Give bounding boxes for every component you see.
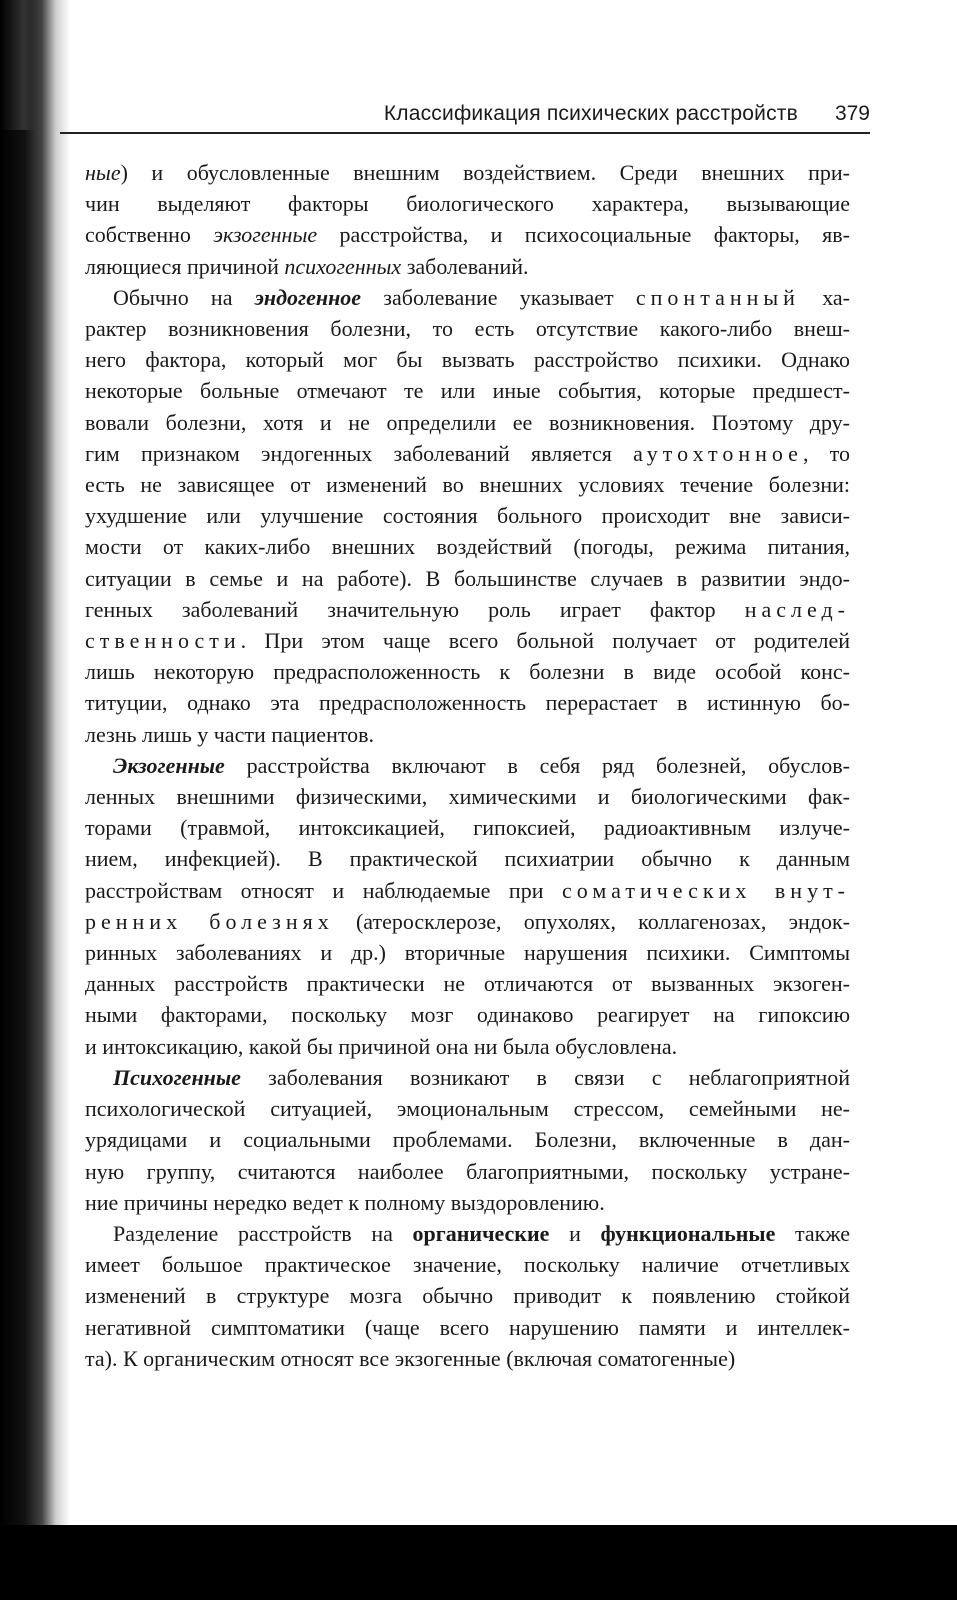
- text-run: Обычно на: [113, 284, 255, 310]
- text-run: данных расстройств практически не отличаются от вызванных экзоген-: [85, 971, 850, 997]
- text-line: [85, 313, 850, 344]
- text-line: [85, 1218, 850, 1249]
- text-line: [85, 687, 850, 718]
- text-run: также: [775, 1220, 851, 1246]
- text-run: лишь некоторую предрасположенность к болезни в виде особой конс-: [85, 659, 850, 685]
- bold-term: органические: [412, 1220, 550, 1246]
- text-line: [85, 1031, 850, 1062]
- text-line: [85, 1312, 850, 1343]
- running-header: [60, 100, 870, 134]
- text-run: ленных внешними физическими, химическими и биологическими фак-: [85, 784, 850, 810]
- text-run: (атеросклерозе, опухолях, коллагенозах, эндок-: [333, 908, 850, 934]
- text-line: [85, 531, 850, 562]
- text-line: [85, 1343, 850, 1374]
- text-run: имеет большое практическое значение, поскольку наличие отчетливых: [85, 1252, 850, 1278]
- text-run: чин выделяют факторы биологического характера, вызывающие: [85, 191, 850, 217]
- text-line: [85, 812, 850, 843]
- text-line: [85, 625, 850, 656]
- text-run: , то: [802, 440, 851, 466]
- text-run: та). К органическим относят все экзогенные (включая соматогенные): [85, 1345, 736, 1371]
- text-run: заболеваний.: [401, 253, 529, 279]
- text-run: есть не зависящее от изменений во внешних условиях течение болезни:: [85, 472, 850, 498]
- text-run: урядицами и социальными проблемами. Болезни, включенные в дан-: [85, 1127, 850, 1153]
- text-run: заболевание указывает: [361, 284, 636, 310]
- text-line: [85, 407, 850, 438]
- text-line: [85, 968, 850, 999]
- text-run: Разделение расстройств на: [113, 1220, 413, 1246]
- text-run: лезнь лишь у части пациентов.: [85, 721, 375, 747]
- text-run: вовали болезни, хотя и не определили ее возникновения. Поэтому дру-: [85, 409, 850, 435]
- text-run: ляющиеся причиной: [85, 253, 285, 279]
- bold-italic-term: эндогенное: [254, 284, 362, 310]
- text-run: некоторые больные отмечают те или иные события, которые предшест-: [85, 378, 850, 404]
- paragraph: [85, 750, 850, 1062]
- text-run: ние причины нередко ведет к полному выздоровлению.: [85, 1189, 605, 1215]
- italic-term: ные: [85, 160, 121, 185]
- text-line: [85, 1156, 850, 1187]
- text-run: нием, инфекцией). В практической психиатрии обычно к данным: [85, 846, 850, 872]
- text-line: [85, 999, 850, 1030]
- text-line: [85, 469, 850, 500]
- text-line: [85, 843, 850, 874]
- book-spine-shadow: [0, 0, 70, 1600]
- text-line: [85, 1093, 850, 1124]
- text-run: расстройства, и психосоциальные факторы, яв-: [317, 222, 850, 248]
- text-line: [85, 188, 850, 219]
- paragraph: [85, 157, 850, 282]
- text-line: [85, 719, 850, 750]
- text-run: заболевания возникают в связи с неблагоприятной: [240, 1064, 850, 1090]
- page-number: 379: [834, 102, 870, 125]
- text-line: [85, 1124, 850, 1155]
- text-line: [85, 251, 850, 282]
- text-line: [85, 1249, 850, 1280]
- running-title: Классификация психических расстройств: [383, 102, 798, 125]
- text-line: [85, 375, 850, 406]
- text-line: [85, 344, 850, 375]
- text-run: . При этом чаще всего больной получает от родителей: [240, 628, 850, 654]
- text-run: мости от каких-либо внешних воздействий (погоды, режима питания,: [85, 534, 850, 560]
- spaced-emphasis: наслед-: [744, 596, 850, 622]
- scan-bottom-band: [0, 1525, 957, 1600]
- text-run: изменений в структуре мозга обычно приводит к появлению стойкой: [85, 1283, 850, 1309]
- text-run: расстройствам относят и наблюдаемые при: [85, 877, 563, 903]
- text-run: титуции, однако эта предрасположенность перерастает в истинную бо-: [85, 690, 850, 716]
- body-text: [85, 157, 850, 1374]
- text-line: [85, 219, 850, 250]
- text-run: гим признаком эндогенных заболеваний является: [85, 440, 634, 466]
- text-line: [85, 438, 850, 469]
- spaced-emphasis: ственности: [85, 628, 241, 654]
- text-line: [85, 1280, 850, 1311]
- text-line: [85, 750, 850, 781]
- bold-italic-term: Экзогенные: [113, 752, 225, 778]
- italic-term: экзогенные: [213, 222, 318, 248]
- paragraph: [85, 1218, 850, 1374]
- text-line: [85, 906, 850, 937]
- text-run: ухудшение или улучшение состояния больного происходит вне зависи-: [85, 503, 850, 529]
- text-run: ха-: [799, 284, 850, 310]
- spaced-emphasis: спонтанный: [635, 284, 800, 310]
- text-run: торами (травмой, интоксикацией, гипоксией, радиоактивным излуче-: [85, 815, 850, 841]
- text-run: собственно: [85, 222, 214, 248]
- paragraph: [85, 282, 850, 750]
- paragraph: [85, 1062, 850, 1218]
- text-run: ) и обусловленные внешним воздействием. Среди внешних при-: [120, 160, 850, 185]
- text-line: [85, 781, 850, 812]
- text-run: психологической ситуацией, эмоциональным стрессом, семейными не-: [85, 1096, 850, 1122]
- spaced-emphasis: аутохтонное: [633, 440, 803, 466]
- text-run: негативной симптоматики (чаще всего нарушению памяти и интеллек-: [85, 1314, 850, 1340]
- spaced-emphasis: соматических внут-: [562, 877, 851, 903]
- text-run: и: [549, 1220, 601, 1246]
- text-line: [85, 1062, 850, 1093]
- text-line: [85, 875, 850, 906]
- text-run: ными факторами, поскольку мозг одинаково реагирует на гипоксию: [85, 1002, 850, 1028]
- text-run: расстройства включают в себя ряд болезней, обуслов-: [224, 752, 850, 778]
- text-run: рактер возникновения болезни, то есть отсутствие какого-либо внеш-: [85, 316, 850, 342]
- spaced-emphasis: ренних болезнях: [85, 908, 334, 934]
- text-run: ситуации в семье и на работе). В большинстве случаев в развитии эндо-: [85, 565, 850, 591]
- text-run: него фактора, который мог бы вызвать расстройство психики. Однако: [85, 347, 850, 373]
- page-edge-shadow: [0, 0, 40, 130]
- text-run: ную группу, считаются наиболее благоприятными, поскольку устране-: [85, 1158, 850, 1184]
- bold-italic-term: Психогенные: [113, 1064, 241, 1090]
- text-run: ринных заболеваниях и др.) вторичные нарушения психики. Симптомы: [85, 940, 850, 966]
- bold-term: функциональные: [600, 1220, 776, 1246]
- text-line: [85, 937, 850, 968]
- text-line: [85, 563, 850, 594]
- text-line: [85, 282, 850, 313]
- text-run: генных заболеваний значительную роль играет фактор: [85, 596, 745, 622]
- text-line: [85, 1187, 850, 1218]
- text-run: и интоксикацию, какой бы причиной она ни была обусловлена.: [85, 1033, 678, 1059]
- text-line: [85, 157, 850, 188]
- text-line: [85, 594, 850, 625]
- text-line: [85, 500, 850, 531]
- italic-term: психогенных: [284, 253, 402, 279]
- text-line: [85, 656, 850, 687]
